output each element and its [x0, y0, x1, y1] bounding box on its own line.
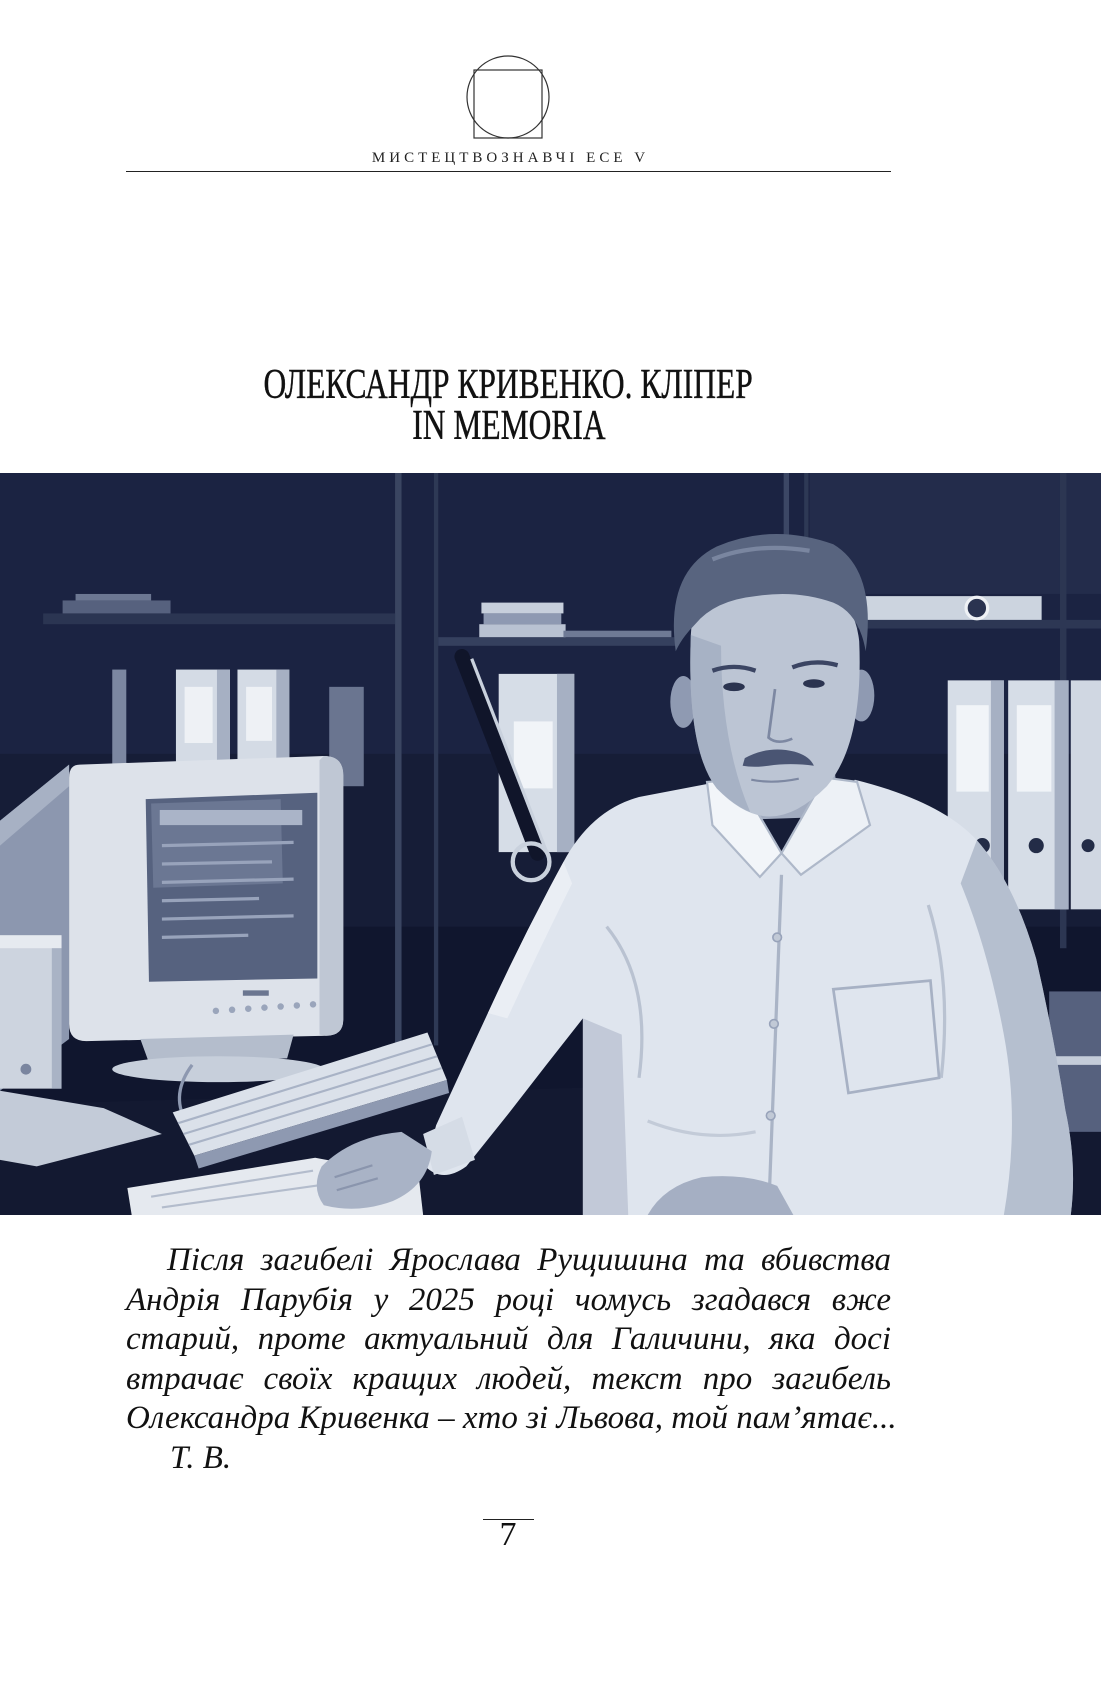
epigraph-line: Після загибелі Ярослава Рущишина та вбивства [167, 1242, 891, 1278]
logo-square [474, 70, 542, 138]
article-title-text: ОЛЕКСАНДР КРИВЕНКО. КЛІПЕР [263, 362, 754, 408]
article-title [126, 362, 891, 449]
epigraph-signature: Т. В. [170, 1439, 232, 1476]
article-subtitle-text: IN MEMORIA [411, 403, 606, 449]
header-rule [126, 171, 891, 172]
epigraph-line: Андрія Парубія у 2025 році чомусь згадався вже [126, 1281, 891, 1318]
epigraph-line: старий, проте актуальний для Галичини, яка досі [126, 1321, 891, 1357]
epigraph-line: втрачає своїх кращих людей, текст про загибель [126, 1360, 891, 1397]
article-title-line [126, 362, 891, 408]
portrait-photo [0, 473, 1101, 1215]
article-subtitle-line [126, 403, 891, 449]
page-number: 7 [499, 1516, 517, 1553]
epigraph-line: Олександра Кривенка – хто зі Львова, той пам’ятає... [126, 1400, 897, 1436]
running-header: МИСТЕЦТВОЗНАВЧІ ЕСЕ V [371, 150, 650, 166]
logo-circle [467, 56, 549, 138]
photo-speaker [0, 935, 62, 1088]
series-logo [465, 54, 551, 140]
epigraph [126, 1241, 897, 1478]
